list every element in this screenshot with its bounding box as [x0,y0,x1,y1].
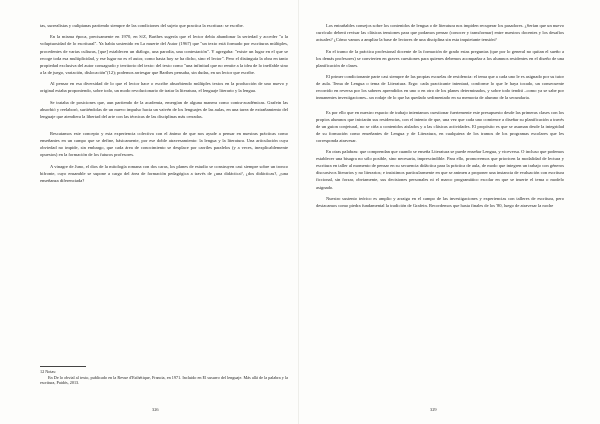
right-text-column [316,22,564,213]
paragraph: tas, surrealistas y oulipianas partiendo siempre de las condiciones del sujeto que practica la escritura: se escribe. [40,23,244,28]
paragraph: Es por ello que en nuestro espacio de trabajo intentamos cuestionar fuertemente este presupuesto desde las primeras clases con los propios alumnos que iniciarán sus residencias, con el intento de que, una vez que cada uno comience a diseñar su planificación a través de un guion conjetural, no se ciña a contenidos aislados y a las clásicas actividades. El propósito es que se asuman desde la integridad de su formación como enseñantes de Lengua y de Literatura, en cualquiera de los tramos de los programas escolares que les corresponda atravesar. [316,109,564,143]
gutter [298,0,299,424]
left-page [14,0,296,424]
paragraph: A vinagre de Juno, el dios de la mitología romana con dos caras, los planes de estudio se construyen casi siempre sobre un tronco bifronte, cuyo ensamble se supone a cargo del área de formación pedagógica a través de ¿una didáctica?, ¿dos didácticas?, ¿una enseñanza diferenciada? [40,163,288,183]
paragraph: En el tramo de la práctica profesional docente de la formación de grado estas preguntas (que por lo general no quitan el sueño a los demás profesores) se convierten en graves cuestiones para quienes debemos acompañar a los alumnos residentes en el diseño de una planificación de clases. [316,48,564,68]
page-number: 329 [430,407,437,412]
paragraph: Se trataba de posiciones que, aun partiendo de la academia, emergían de alguna manera como contra-académicas. Grafein las absorbió y reelaboró, surtiéndolas de un nuevo impulso hacia un vaivén de los lenguajes de las aulas, en una tarea de extrañamiento del lenguaje que atendiera la libertad del arte con las técnicas de las disciplinas más cerradas. [40,99,288,119]
paragraph: Los entrañables consejos sobre los contenidos de lengua o de literatura nos impiden recuperar los pasadores. ¿Serían que un nuevo currículo deberá revisar las clásicas tensiones para que podamos pensar (conocer y transformar) entre nuestros docentes y los desafíos actuales? ¿Cómo vamos a ampliar la base de lectores de una disciplina sin esta inquietante tensión? [316,23,564,43]
paragraph: Al pensar en esa diversidad de lo que el lector hace o escribe absorbiendo múltiples textos en la producción de uno nuevo y original estaba proponiendo, sobre todo, un modo revolucionario de tratar la literatura, el lenguaje literario y la lengua. [40,81,288,94]
paragraph: Nuestro sustento teórico es amplio y arraiga en el campo de las investigaciones y experiencias con talleres de escritura, pero destacamos como piedra fundamental la tradición de Grafein. Recordemos que hasta finales de los '80, luego de atravesar la noche [316,195,564,208]
footnote-text: En De lo obvial al texto, publicado en la Revue d'Esthétique, Francia, en 1971. Incluido en El susurro del lenguaje. Más allá de la palabra y la escritura, Paidós, 2013. [40,374,288,386]
footnotes [40,366,288,386]
paragraph: En otras palabras: que comprendan que cuando se enseña Literatura se puede enseñar Lengua, y viceversa. O incluso que podemos establecer una bisagra no sólo posible, sino necesaria, imprescindible. Para ello, promovemos que prioricen la modalidad de lectura y escritura en taller al momento de pensar en su secuencia didáctica para la práctica de aula, de modo que integren un trabajo con géneros discursivos literarios y no literarios; e insistimos particularmente en que se animen a proponer una instancia de evaluación con escritura ficcional, sin forzar, obviamente, sus decisiones personales ni el marco programático escolar en que se inserte el tema o modelo asignado. [316,149,564,190]
paragraph: Rescatamos este concepto y esta experiencia colectiva con el ánimo de que nos ayude a pensar en nuestras prácticas como enseñantes en un campo que se define, básicamente, por ese doble atravesamiento: la lengua y la literatura. Una articulación cuya obviedad no impide, sin embargo, que cada área de conocimiento se desplace por carriles paralelos (y a veces, inexplicablemente opuestos) en la formación de los futuros profesores. [40,131,288,158]
footnote-marker: 12 Notas: [40,369,57,374]
footnote-rule [40,366,86,367]
right-page [304,0,586,424]
paragraph: En la misma época, precisamente en 1970, en S/Z, Barthes sugería que el lector debía abandonar la seriedad y acceder "a la voluptuosidad de lo escritural". Ya había sostenido en La muerte del Autor (1967) que "un texto está formado por escrituras múltiples, procedentes de varias culturas, [que] establecen un diálogo, una parodia, una contestación". Y agregaba: "existe un lugar en el que se recoge toda esa multiplicidad, y ese lugar no es el autor, como hasta hoy se ha dicho, sino el lector". Pero el distinguía la obra en tanto propiedad exclusiva del autor consagrado y territorio del texto: del texto como "una infinitud que no remite a la idea de lo ineffable sino a la de juego, variación, dislocación"(12); podemos arriesgar que Barthes pensaba, sin dudas, en un lector que escribe. [40,34,288,75]
paragraph: El primer condicionante parte casi siempre de las propias escuelas de residencia: el tema que a cada uno le es asignado por su tutor de aula. Tema de Lengua o tema de Literatura. Ergo: cada practicante intentará, conforme lo que le haya tocado, un consecuente recorrido en reversa por los saberes aprendidos en uno o en otro de los planes determinados, y sobre todo tendrá –como ya se sabe por inmanentes investigaciones– un rodaje de lo que ha quedado sedimentado en su memoria de alumno de la secundaria. [316,74,564,101]
page-number: 326 [152,407,159,412]
left-text-column [40,22,288,188]
